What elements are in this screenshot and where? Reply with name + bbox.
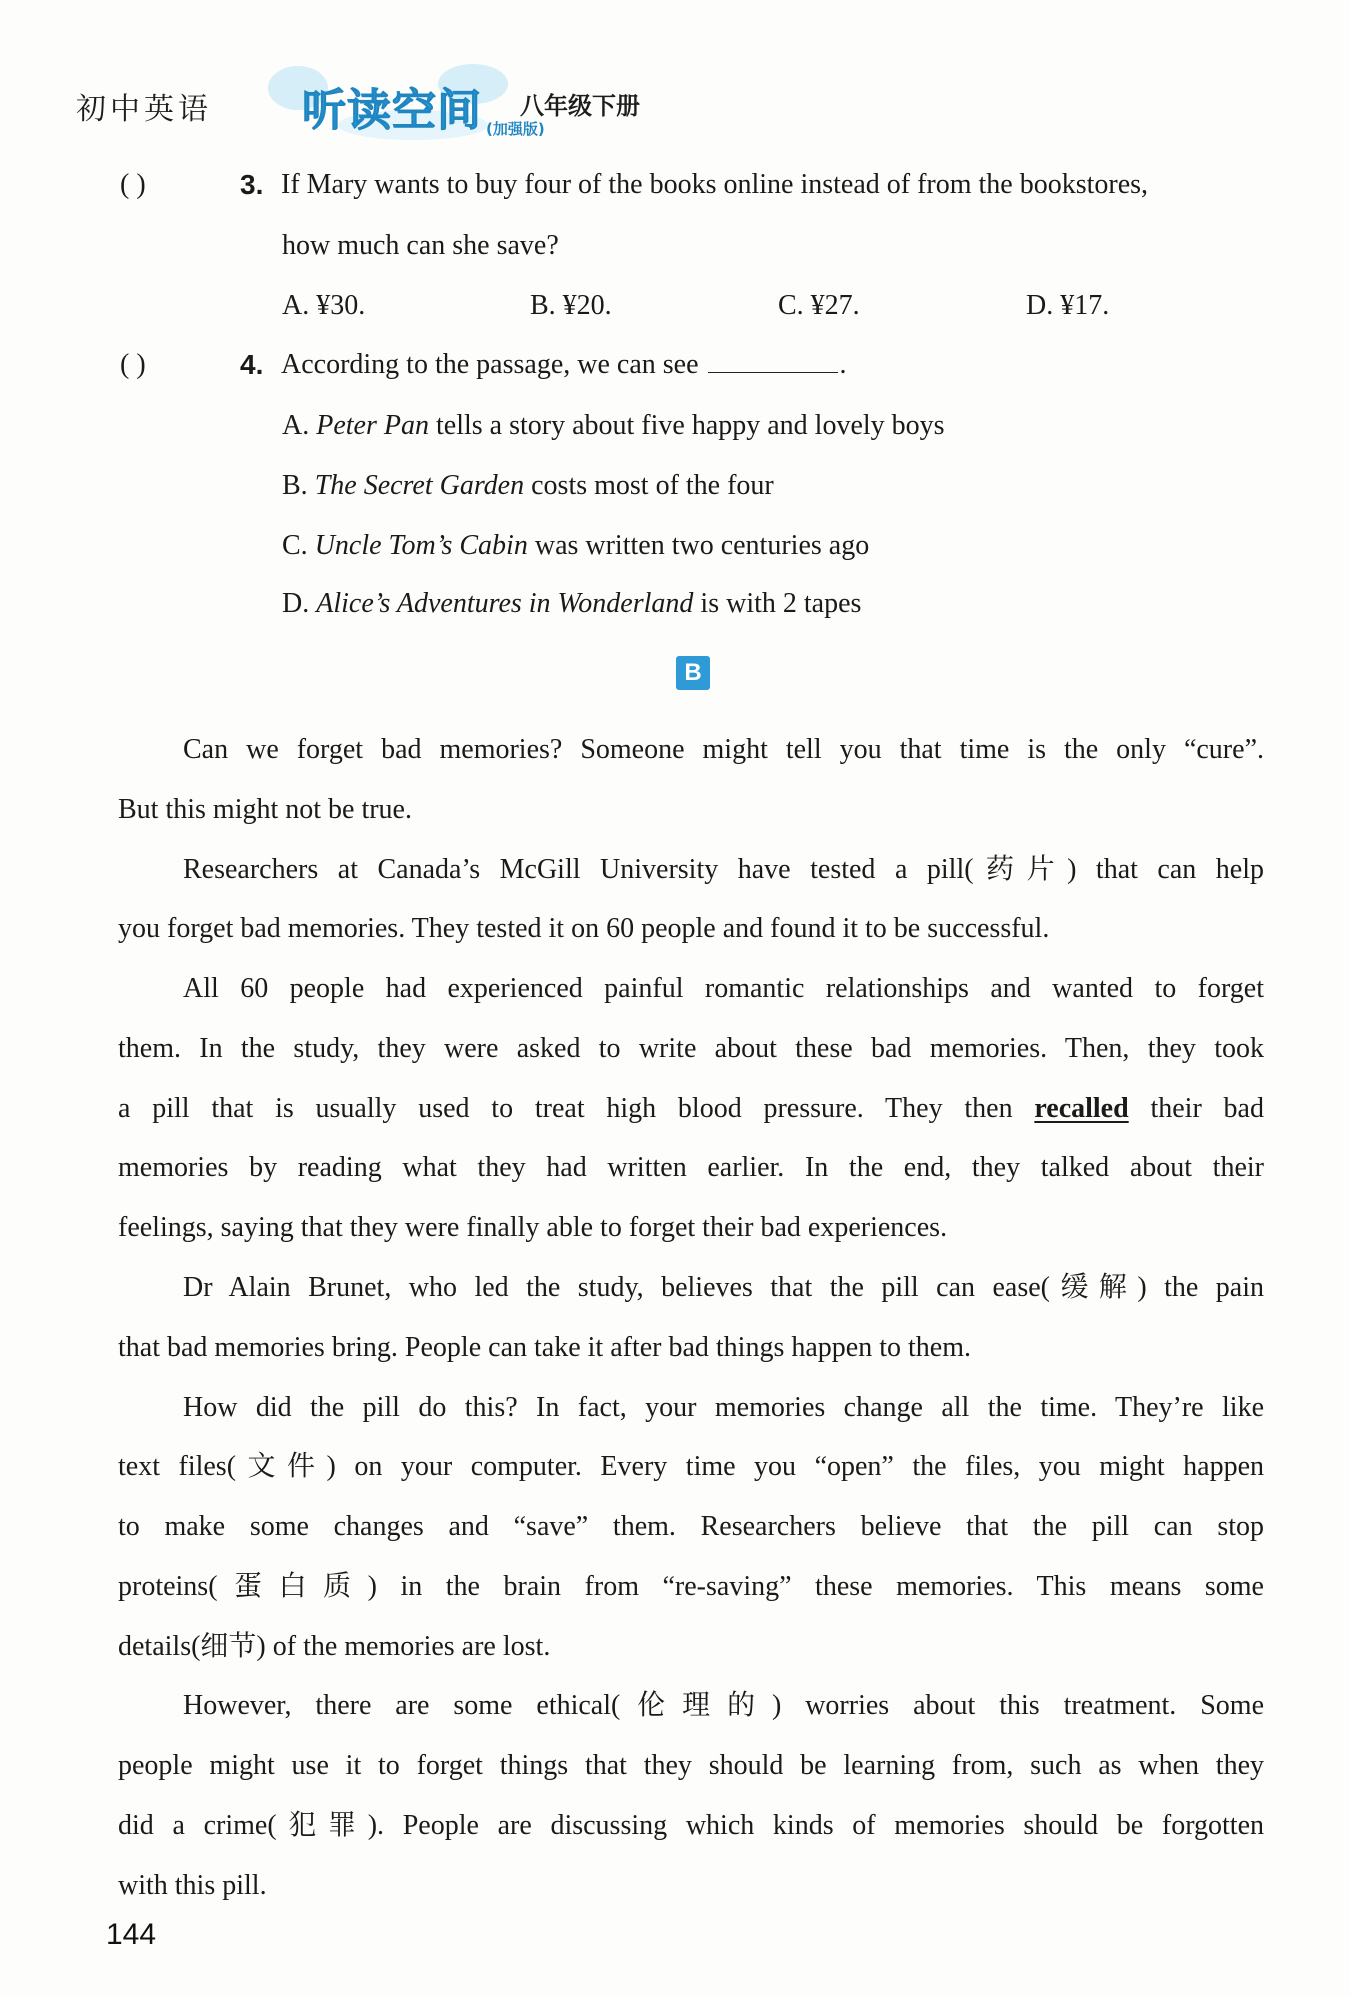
passage-line: you forget bad memories. They tested it on 60 people and found it to be successful. [118,913,1050,944]
passage-line: them. In the study, they were asked to write about these bad memories. Then, they took [118,1033,1264,1064]
option-d: D. ¥17. [1026,290,1110,321]
book-title-italic: The Secret Garden [314,470,525,501]
passage-line: But this might not be true. [118,794,412,825]
question-number: 3. [240,169,264,200]
passage-line: memories by reading what they had written earlier. In the end, they talked about their [118,1152,1264,1183]
passage-line: Dr Alain Brunet, who led the study, believes that the pill can ease(缓解) the pain [183,1272,1264,1303]
option-a: A. ¥30. [282,290,366,321]
passage-line: people might use it to forget things that they should be learning from, such as when they [118,1750,1264,1781]
series-logo [228,56,568,142]
option-text: was written two centuries ago [527,530,870,561]
option-letter: D. [282,588,317,619]
option-d [282,588,861,620]
stem-text: According to the passage, we can see [281,349,699,380]
question-stem: If Mary wants to buy four of the books online instead of from the bookstores, [281,169,1149,200]
option-b [282,470,774,502]
grade-label: 八年级下册 [520,92,640,120]
option-text: is with 2 tapes [693,588,862,619]
question-number: 4. [240,349,264,380]
book-title-italic: Uncle Tom’s Cabin [314,530,528,561]
answer-paren[interactable]: ( ) [120,169,146,200]
option-text: tells a story about five happy and lovely boys [428,410,945,441]
fill-blank[interactable] [708,350,838,373]
passage-line: details(细节) of the memories are lost. [118,1631,551,1662]
page-header [60,52,760,142]
option-a [282,410,945,442]
option-c: C. ¥27. [778,290,860,321]
section-badge: B [676,656,710,690]
passage-line: feelings, saying that they were finally able to forget their bad experiences. [118,1212,948,1243]
option-c [282,530,869,562]
passage-line: that bad memories bring. People can take it after bad things happen to them. [118,1332,971,1363]
passage-line: proteins(蛋白质) in the brain from “re-saving” these memories. This means some [118,1571,1264,1602]
question-stem [281,350,847,380]
option-letter: A. [282,410,317,441]
logo-subtitle: (加强版) [486,120,545,138]
passage-line: All 60 people had experienced painful romantic relationships and wanted to forget [183,973,1264,1004]
passage-text: their bad [1128,1093,1264,1124]
book-title: 初中英语 [76,92,212,127]
passage-line: to make some changes and “save” them. Researchers believe that the pill can stop [118,1511,1264,1542]
passage-line: How did the pill do this? In fact, your memories change all the time. They’re like [183,1392,1264,1423]
passage-line: However, there are some ethical(伦理的) worries about this treatment. Some [183,1690,1264,1721]
passage-line: Can we forget bad memories? Someone might tell you that time is the only “cure”. [183,734,1264,765]
stem-end: . [839,349,847,380]
key-word: recalled [1034,1093,1129,1124]
page-number: 144 [106,1918,157,1951]
passage-line: with this pill. [118,1870,267,1901]
passage-line [118,1094,1264,1124]
passage-line: did a crime(犯罪). People are discussing which kinds of memories should be forgotten [118,1810,1264,1841]
passage-line: text files(文件) on your computer. Every time you “open” the files, you might happen [118,1451,1264,1482]
logo-title: 听读空间 [302,85,482,136]
question-stem-continued: how much can she save? [282,230,559,261]
passage-line: Researchers at Canada’s McGill University have tested a pill(药片) that can help [183,854,1264,885]
option-letter: C. [282,530,315,561]
option-text: costs most of the four [524,470,774,501]
option-letter: B. [282,470,315,501]
book-title-italic: Alice’s Adventures in Wonderland [316,588,694,619]
passage-text: a pill that is usually used to treat high blood pressure. They then [118,1093,1035,1124]
answer-paren[interactable]: ( ) [120,349,146,380]
option-b: B. ¥20. [530,290,612,321]
book-title-italic: Peter Pan [316,410,429,441]
